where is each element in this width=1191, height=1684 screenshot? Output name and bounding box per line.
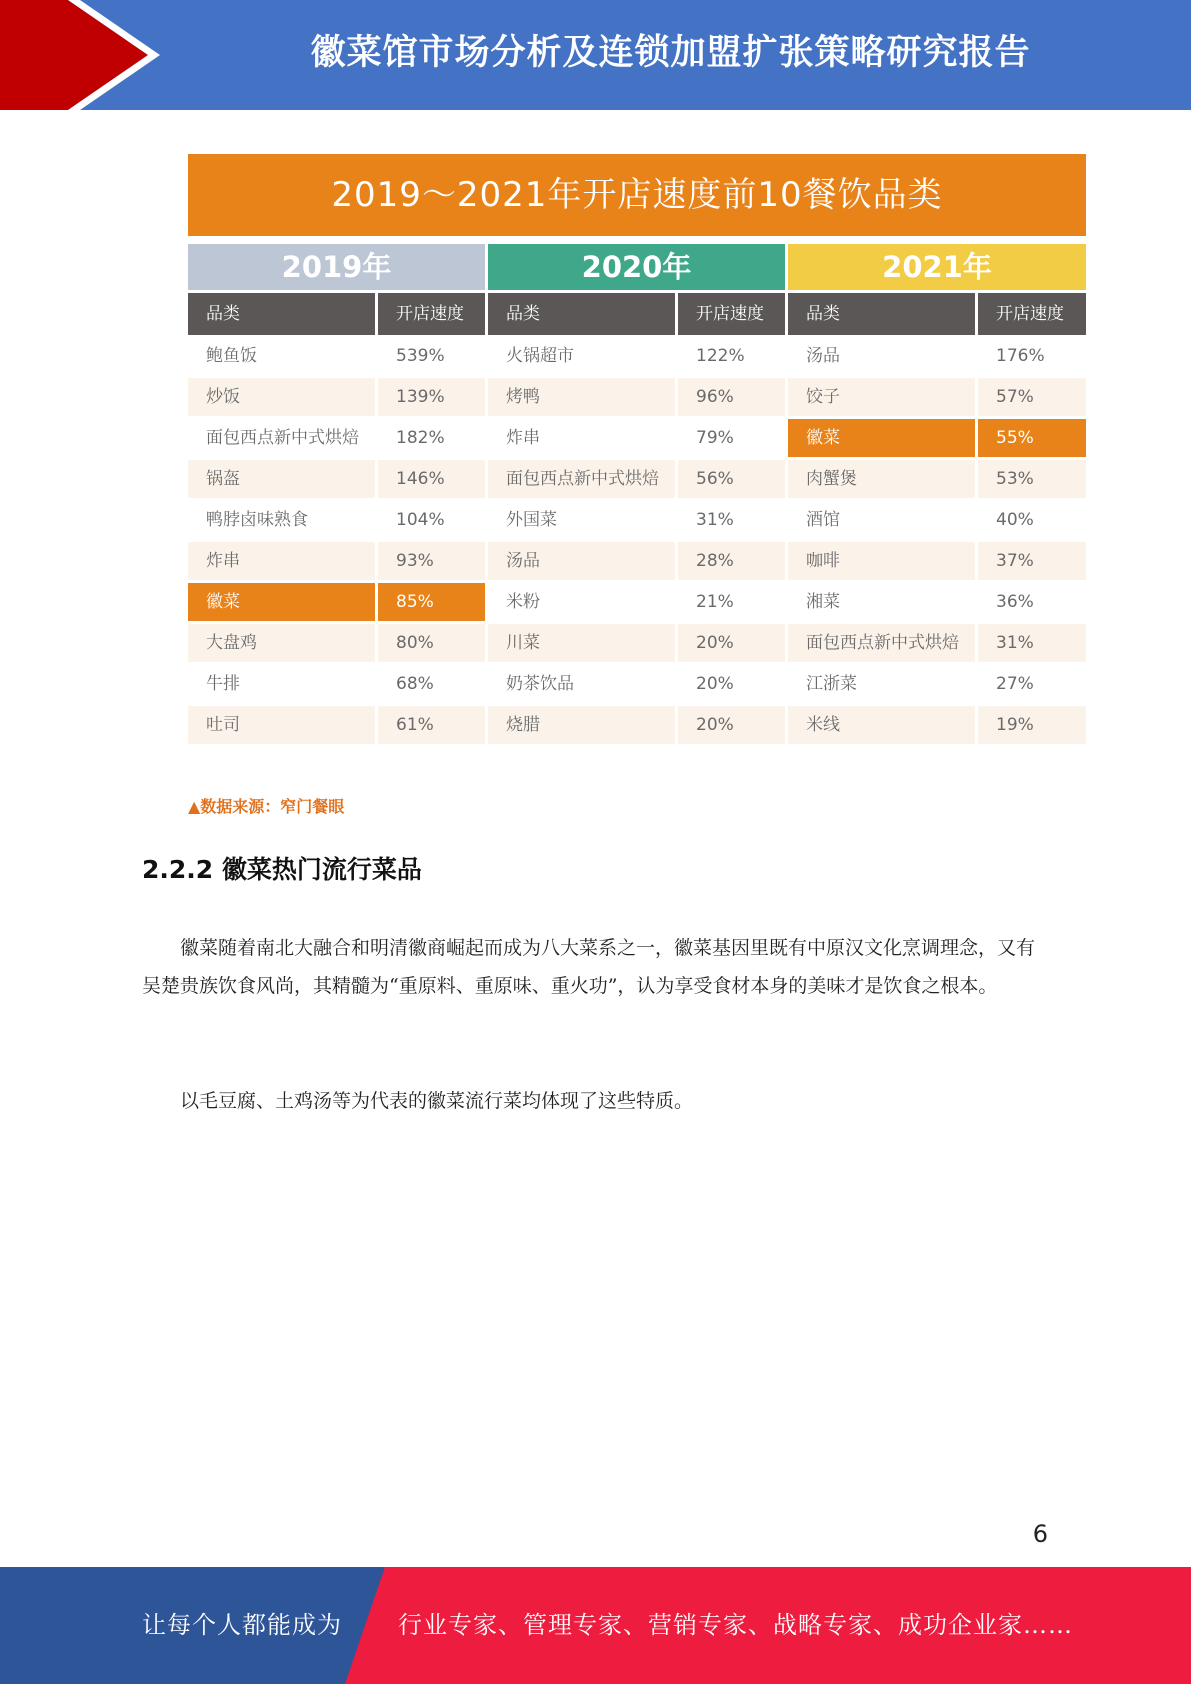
category-cell: 饺子	[788, 378, 975, 416]
speed-cell: 20%	[678, 665, 785, 703]
speed-cell: 182%	[378, 419, 485, 457]
category-cell: 奶茶饮品	[488, 665, 675, 703]
column-header-speed: 开店速度	[378, 293, 485, 335]
category-cell: 牛排	[188, 665, 375, 703]
footer-slogan-left: 让每个人都能成为	[142, 1611, 342, 1639]
table-row	[188, 542, 1086, 580]
category-cell: 鸭脖卤味熟食	[188, 501, 375, 539]
table-row	[188, 706, 1086, 744]
table-row	[188, 460, 1086, 498]
column-header-speed: 开店速度	[978, 293, 1086, 335]
category-cell: 面包西点新中式烘焙	[188, 419, 375, 457]
category-cell: 火锅超市	[488, 337, 675, 375]
speed-cell: 20%	[678, 624, 785, 662]
category-cell: 徽菜	[188, 583, 375, 621]
category-cell: 肉蟹煲	[788, 460, 975, 498]
speed-cell: 539%	[378, 337, 485, 375]
category-cell: 锅盔	[188, 460, 375, 498]
category-cell: 米粉	[488, 583, 675, 621]
speed-cell: 53%	[978, 460, 1086, 498]
speed-cell: 21%	[678, 583, 785, 621]
category-cell: 面包西点新中式烘焙	[788, 624, 975, 662]
column-header-row	[188, 293, 1086, 335]
speed-cell: 56%	[678, 460, 785, 498]
speed-cell: 28%	[678, 542, 785, 580]
category-cell: 鲍鱼饭	[188, 337, 375, 375]
speed-cell: 27%	[978, 665, 1086, 703]
category-cell: 湘菜	[788, 583, 975, 621]
table-row	[188, 419, 1086, 457]
speed-cell: 104%	[378, 501, 485, 539]
category-cell: 烧腊	[488, 706, 675, 744]
header-chevron-decoration	[0, 0, 160, 110]
speed-cell: 80%	[378, 624, 485, 662]
section-heading: 2.2.2 徽菜热门流行菜品	[142, 855, 422, 884]
category-cell: 炸串	[488, 419, 675, 457]
category-cell: 酒馆	[788, 501, 975, 539]
speed-cell: 31%	[678, 501, 785, 539]
category-cell: 炸串	[188, 542, 375, 580]
body-paragraph: 徽菜随着南北大融合和明清徽商崛起而成为八大菜系之一，徽菜基因里既有中原汉文化烹调理念，又有吴楚贵族饮食风尚，其精髓为“重原料、重原味、重火功”，认为享受食材本身的美味才是饮食之根本。	[142, 937, 1036, 997]
body-paragraph: 以毛豆腐、土鸡汤等为代表的徽菜流行菜均体现了这些特质。	[180, 1090, 694, 1112]
category-cell: 米线	[788, 706, 975, 744]
table-title: 2019～2021年开店速度前10餐饮品类	[188, 154, 1086, 236]
speed-cell: 31%	[978, 624, 1086, 662]
speed-cell: 85%	[378, 583, 485, 621]
speed-cell: 36%	[978, 583, 1086, 621]
footer-slogan-right: 行业专家、管理专家、营销专家、战略专家、成功企业家……	[398, 1611, 1073, 1639]
year-2021-header: 2021年	[788, 244, 1086, 290]
category-cell: 外国菜	[488, 501, 675, 539]
year-2019-header: 2019年	[188, 244, 485, 290]
speed-cell: 37%	[978, 542, 1086, 580]
page-number: 6	[1032, 1520, 1048, 1548]
speed-cell: 176%	[978, 337, 1086, 375]
table-row	[188, 624, 1086, 662]
category-cell: 徽菜	[788, 419, 975, 457]
speed-cell: 139%	[378, 378, 485, 416]
speed-cell: 93%	[378, 542, 485, 580]
category-cell: 炒饭	[188, 378, 375, 416]
speed-cell: 57%	[978, 378, 1086, 416]
page-footer	[0, 1567, 1191, 1684]
category-cell: 面包西点新中式烘焙	[488, 460, 675, 498]
speed-cell: 79%	[678, 419, 785, 457]
speed-cell: 19%	[978, 706, 1086, 744]
table-row	[188, 583, 1086, 621]
speed-cell: 20%	[678, 706, 785, 744]
table-row	[188, 378, 1086, 416]
opening-speed-table	[188, 154, 1086, 747]
table-row	[188, 337, 1086, 375]
category-cell: 汤品	[488, 542, 675, 580]
speed-cell: 55%	[978, 419, 1086, 457]
year-2020-header: 2020年	[488, 244, 785, 290]
table-body	[188, 337, 1086, 744]
report-title: 徽菜馆市场分析及连锁加盟扩张策略研究报告	[310, 33, 1031, 73]
year-header-row	[188, 244, 1086, 290]
page-header	[0, 0, 1191, 110]
table-row	[188, 665, 1086, 703]
column-header-category: 品类	[788, 293, 975, 335]
speed-cell: 68%	[378, 665, 485, 703]
speed-cell: 40%	[978, 501, 1086, 539]
category-cell: 汤品	[788, 337, 975, 375]
speed-cell: 96%	[678, 378, 785, 416]
speed-cell: 61%	[378, 706, 485, 744]
speed-cell: 146%	[378, 460, 485, 498]
data-source-note: ▲数据来源：窄门餐眼	[188, 797, 345, 816]
category-cell: 大盘鸡	[188, 624, 375, 662]
column-header-speed: 开店速度	[678, 293, 785, 335]
category-cell: 江浙菜	[788, 665, 975, 703]
category-cell: 川菜	[488, 624, 675, 662]
speed-cell: 122%	[678, 337, 785, 375]
column-header-category: 品类	[188, 293, 375, 335]
category-cell: 烤鸭	[488, 378, 675, 416]
category-cell: 吐司	[188, 706, 375, 744]
table-row	[188, 501, 1086, 539]
column-header-category: 品类	[488, 293, 675, 335]
category-cell: 咖啡	[788, 542, 975, 580]
